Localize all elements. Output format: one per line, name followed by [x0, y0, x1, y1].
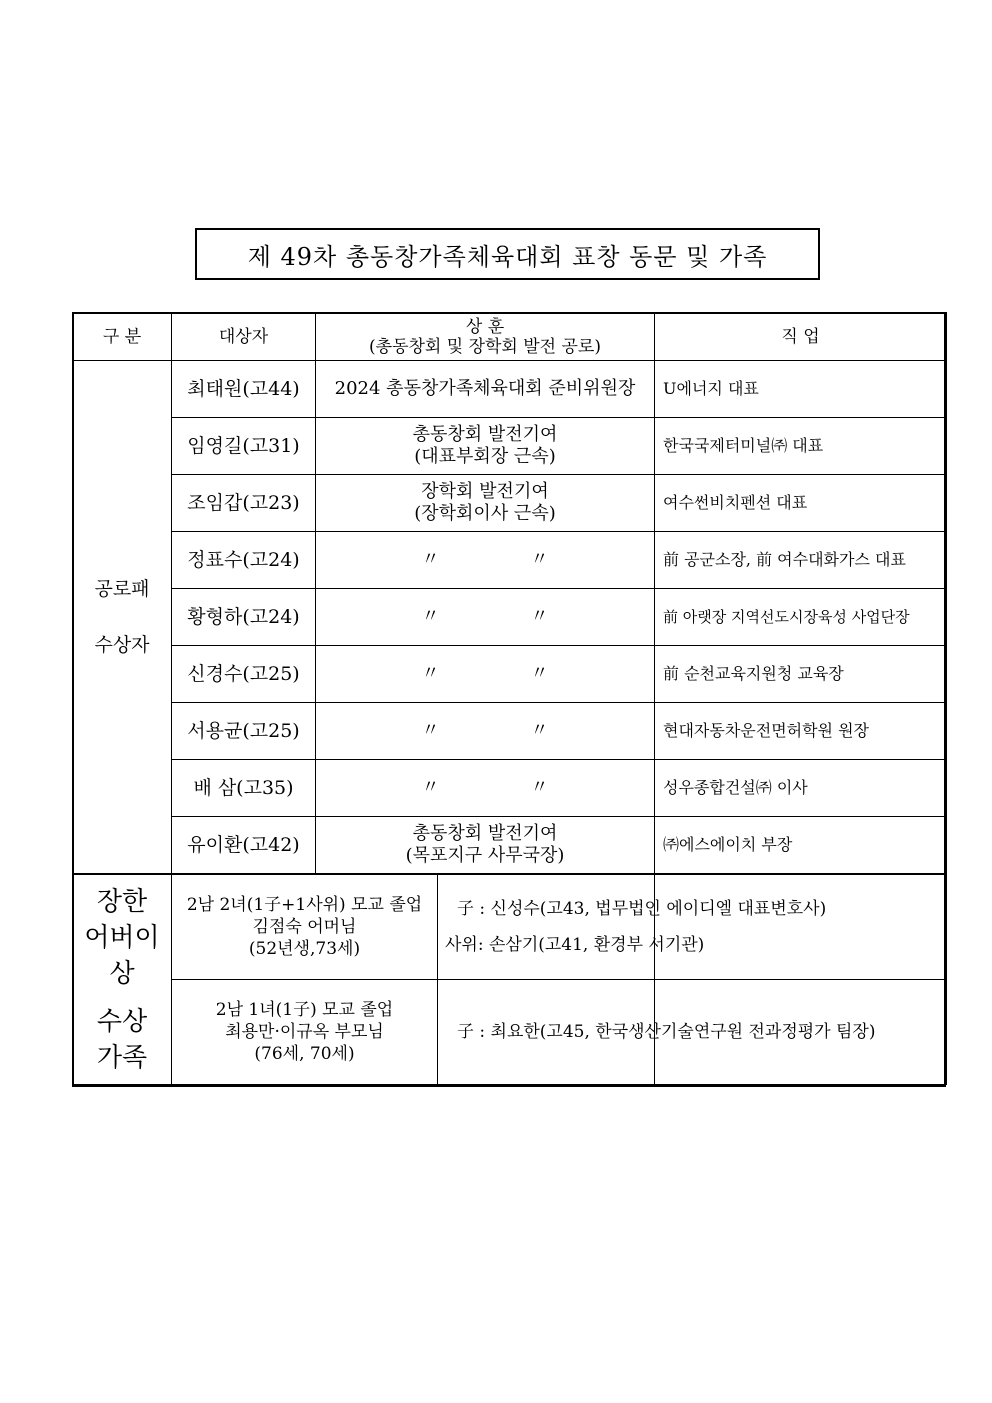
- ditto-mark: 〃: [530, 606, 549, 627]
- header-award: [316, 313, 655, 361]
- family-label-line: 상: [109, 958, 135, 989]
- job-text: U에너지 대표: [655, 361, 947, 418]
- ditto-mark: 〃: [530, 549, 549, 570]
- table-row: [73, 646, 947, 703]
- header-award-title: 상 훈: [465, 316, 505, 337]
- recipient-name: 조임갑(고23): [172, 475, 316, 532]
- family-desc-line2: 최용만·이규옥 부모님: [225, 1022, 384, 1042]
- job-text: 前 아랫장 지역선도시장육성 사업단장: [655, 589, 947, 646]
- ditto-mark: 〃: [530, 663, 549, 684]
- plaque-label-line1: 공로패: [94, 578, 150, 600]
- family-label-line: 수상: [96, 1006, 148, 1037]
- plaque-label-line2: 수상자: [94, 634, 150, 656]
- family-label-line: 가족: [96, 1042, 148, 1073]
- award-text: [316, 817, 655, 875]
- job-text: 前 공군소장, 前 여수대화가스 대표: [655, 532, 947, 589]
- table-row: [73, 475, 947, 532]
- child-line: 子 : 신성수(고43, 법무법인 에이디엘 대표변호사): [457, 899, 827, 919]
- table-row: [73, 532, 947, 589]
- family-label-line: 어버이: [84, 922, 160, 953]
- recipient-name: 배 삼(고35): [172, 760, 316, 817]
- recipient-name: 유이환(고42): [172, 817, 316, 875]
- plaque-section-label: [73, 361, 172, 875]
- recipient-name: 임영길(고31): [172, 418, 316, 475]
- table-row: [73, 418, 947, 475]
- header-award-subtitle: (총동창회 및 장학회 발전 공로): [369, 336, 601, 357]
- award-line2: (목포지구 사무국장): [405, 845, 565, 866]
- award-text: [316, 418, 655, 475]
- job-text: 한국국제터미널㈜ 대표: [655, 418, 947, 475]
- job-text: 현대자동차운전면허학원 원장: [655, 703, 947, 760]
- family-children: [457, 980, 947, 1085]
- job-text: 성우종합건설㈜ 이사: [655, 760, 947, 817]
- ditto-mark: 〃: [421, 777, 440, 798]
- recipient-name: 서용균(고25): [172, 703, 316, 760]
- family-row: [73, 980, 947, 1085]
- family-section-label: [73, 874, 172, 1085]
- header-category: 구 분: [73, 313, 172, 361]
- ditto-mark: 〃: [530, 777, 549, 798]
- award-line1: 총동창회 발전기여: [412, 424, 558, 445]
- ditto-mark: 〃: [421, 606, 440, 627]
- page-title: 제 49차 총동창가족체육대회 표창 동문 및 가족: [195, 228, 820, 280]
- job-text: 여수썬비치펜션 대표: [655, 475, 947, 532]
- ditto-mark: 〃: [530, 720, 549, 741]
- job-text: 前 순천교육지원청 교육장: [655, 646, 947, 703]
- table-row: [73, 703, 947, 760]
- award-ditto: [316, 589, 655, 646]
- family-label-line: 장한: [96, 886, 148, 917]
- table-row: [73, 760, 947, 817]
- family-row: [73, 874, 947, 980]
- ditto-mark: 〃: [421, 663, 440, 684]
- table-row: [73, 817, 947, 875]
- family-desc-line1: 2남 1녀(1子) 모교 졸업: [215, 1000, 394, 1020]
- ditto-mark: 〃: [421, 720, 440, 741]
- recipient-name: 황형하(고24): [172, 589, 316, 646]
- header-job: 직 업: [655, 313, 947, 361]
- award-ditto: [316, 760, 655, 817]
- table-row: [73, 589, 947, 646]
- family-desc: [172, 875, 438, 979]
- recipient-name: 정표수(고24): [172, 532, 316, 589]
- award-line2: (대표부회장 근속): [414, 446, 556, 467]
- award-ditto: [316, 532, 655, 589]
- family-desc-line1: 2남 2녀(1子+1사위) 모교 졸업: [186, 895, 423, 915]
- award-ditto: [316, 703, 655, 760]
- award-text: 2024 총동창가족체육대회 준비위원장: [316, 361, 655, 418]
- child-line: 사위: 손삼기(고41, 환경부 서기관): [445, 935, 705, 955]
- ditto-mark: 〃: [421, 549, 440, 570]
- award-line1: 총동창회 발전기여: [412, 823, 558, 844]
- header-row: [73, 313, 947, 361]
- family-desc-line2: 김점숙 어머님: [252, 917, 357, 937]
- family-children-text: [445, 891, 946, 963]
- recipient-name: 최태원(고44): [172, 361, 316, 418]
- table-row: [73, 361, 947, 418]
- family-desc-line3: (76세, 70세): [254, 1044, 355, 1064]
- recipient-name: 신경수(고25): [172, 646, 316, 703]
- header-recipient: 대상자: [172, 313, 316, 361]
- award-line1: 장학회 발전기여: [421, 481, 549, 502]
- award-line2: (장학회이사 근속): [414, 503, 556, 524]
- award-table: [72, 312, 947, 1085]
- award-text: [316, 475, 655, 532]
- family-children: [445, 874, 947, 980]
- job-text: ㈜에스에이치 부장: [655, 817, 947, 875]
- child-line: 子 : 최요한(고45, 한국생산기술연구원 전과정평가 팀장): [457, 1022, 876, 1042]
- family-desc: [172, 980, 438, 1084]
- family-desc-line3: (52년생,73세): [248, 939, 361, 959]
- award-ditto: [316, 646, 655, 703]
